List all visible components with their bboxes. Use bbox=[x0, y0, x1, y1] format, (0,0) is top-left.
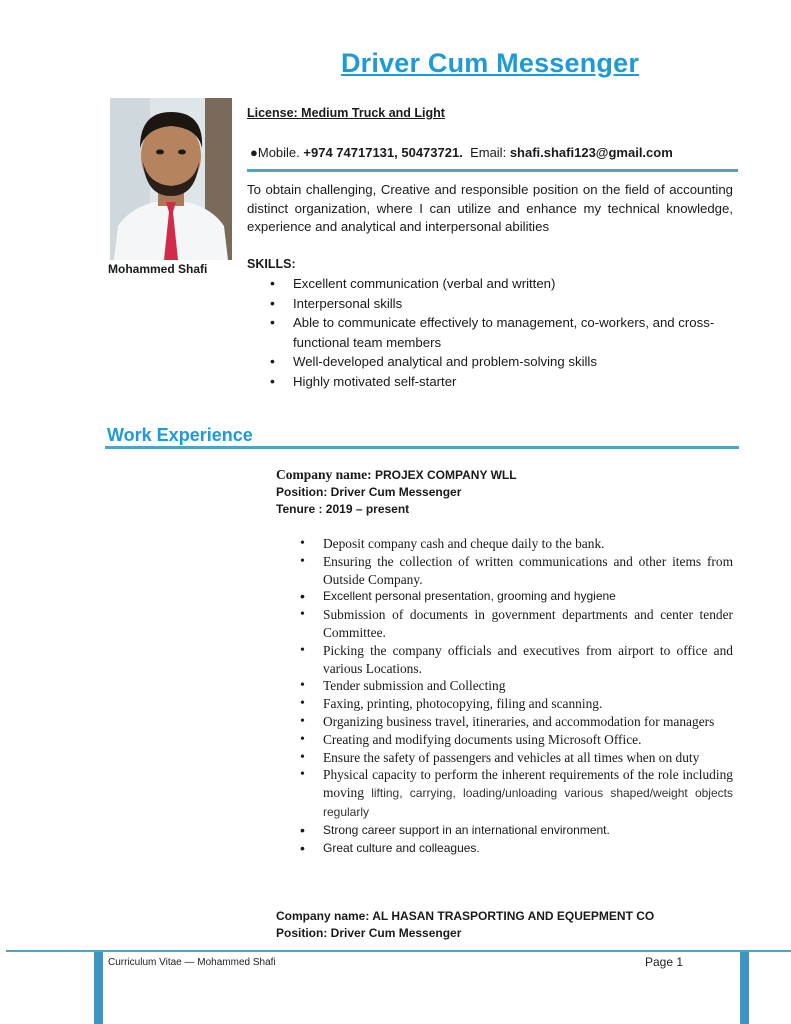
mobile-value: +974 74717131, 50473721. bbox=[303, 145, 463, 160]
skill-item: • Well-developed analytical and problem-solving skills bbox=[270, 352, 740, 372]
position-label: Position: bbox=[276, 926, 328, 940]
photo-caption: Mohammed Shafi bbox=[108, 262, 208, 276]
tenure-label: Tenure : bbox=[276, 502, 323, 516]
license-line: License: Medium Truck and Light bbox=[247, 106, 445, 120]
mobile-label: Mobile. bbox=[257, 145, 300, 160]
duty-item: • Strong career support in an international environment. bbox=[300, 822, 733, 840]
skill-item: • Able to communicate effectively to management, co-workers, and cross-functional team members bbox=[270, 313, 740, 352]
duty-text: Physical capacity to perform the inherent requirements of the role including moving bbox=[323, 767, 733, 801]
footer-right-bar bbox=[740, 952, 749, 1024]
footer-divider bbox=[6, 950, 791, 952]
duty-item: • Deposit company cash and cheque daily to the bank. bbox=[300, 535, 733, 553]
duty-item: • Creating and modifying documents using Microsoft Office. bbox=[300, 731, 733, 749]
company-line bbox=[276, 466, 517, 484]
duty-item: • Excellent personal presentation, grooming and hygiene bbox=[300, 588, 733, 606]
objective-text: To obtain challenging, Creative and responsible position on the field of accounting distinct organization, where I can utilize and enhance my technical knowledge, experience and analytical and interpersonal abilities bbox=[247, 182, 733, 234]
contact-line bbox=[250, 145, 673, 160]
skill-item: • Highly motivated self-starter bbox=[270, 372, 740, 392]
position-value: Driver Cum Messenger bbox=[330, 926, 462, 940]
skill-item: • Excellent communication (verbal and written) bbox=[270, 274, 740, 294]
duty-item: • Submission of documents in government departments and center tender Committee. bbox=[300, 606, 733, 642]
position-line bbox=[276, 484, 517, 501]
duty-item: • Organizing business travel, itineraries, and accommodation for managers bbox=[300, 713, 733, 731]
footer-left-text: Curriculum Vitae — Mohammed Shafi bbox=[108, 957, 276, 968]
duty-item bbox=[300, 766, 733, 821]
duty-item: • Great culture and colleagues. bbox=[300, 840, 733, 858]
position-label: Position: bbox=[276, 485, 328, 499]
profile-photo bbox=[110, 98, 232, 260]
duties-list bbox=[300, 535, 733, 857]
duty-text-continued: lifting, carrying, loading/unloading various shaped/weight objects regularly bbox=[323, 786, 733, 819]
skills-list bbox=[270, 274, 740, 392]
duty-item: • Ensuring the collection of written communications and other items from Outside Company. bbox=[300, 553, 733, 589]
footer-left-bar bbox=[94, 952, 103, 1024]
duty-item: • Faxing, printing, photocopying, filing and scanning. bbox=[300, 695, 733, 713]
position-line bbox=[276, 925, 654, 942]
skill-item: • Interpersonal skills bbox=[270, 294, 740, 314]
tenure-value: 2019 – present bbox=[325, 502, 410, 516]
email-value: shafi.shafi123@gmail.com bbox=[509, 145, 673, 160]
job-2-header bbox=[276, 908, 654, 942]
work-experience-heading: Work Experience bbox=[107, 425, 253, 445]
header-divider bbox=[247, 169, 738, 172]
company-label: Company name: bbox=[276, 909, 370, 923]
company-name: AL HASAN TRASPORTING AND EQUEPMENT CO bbox=[372, 909, 655, 923]
company-name: PROJEX COMPANY WLL bbox=[374, 468, 517, 482]
skills-heading: SKILLS: bbox=[247, 257, 296, 271]
tenure-line bbox=[276, 501, 517, 518]
position-value: Driver Cum Messenger bbox=[330, 485, 462, 499]
duty-item: • Picking the company officials and executives from airport to office and various Locations. bbox=[300, 642, 733, 678]
job-1-header bbox=[276, 466, 517, 518]
section-divider bbox=[105, 446, 739, 449]
page-title: Driver Cum Messenger bbox=[340, 48, 640, 78]
company-line bbox=[276, 908, 654, 925]
bullet-icon: ● bbox=[250, 145, 258, 160]
duty-item: • Tender submission and Collecting bbox=[300, 677, 733, 695]
page-number: Page 1 bbox=[645, 955, 684, 969]
profile-photo-image bbox=[110, 98, 232, 260]
email-label: Email: bbox=[470, 145, 507, 160]
company-label: Company name: bbox=[276, 467, 372, 482]
duty-item: • Ensure the safety of passengers and vehicles at all times when on duty bbox=[300, 749, 733, 767]
